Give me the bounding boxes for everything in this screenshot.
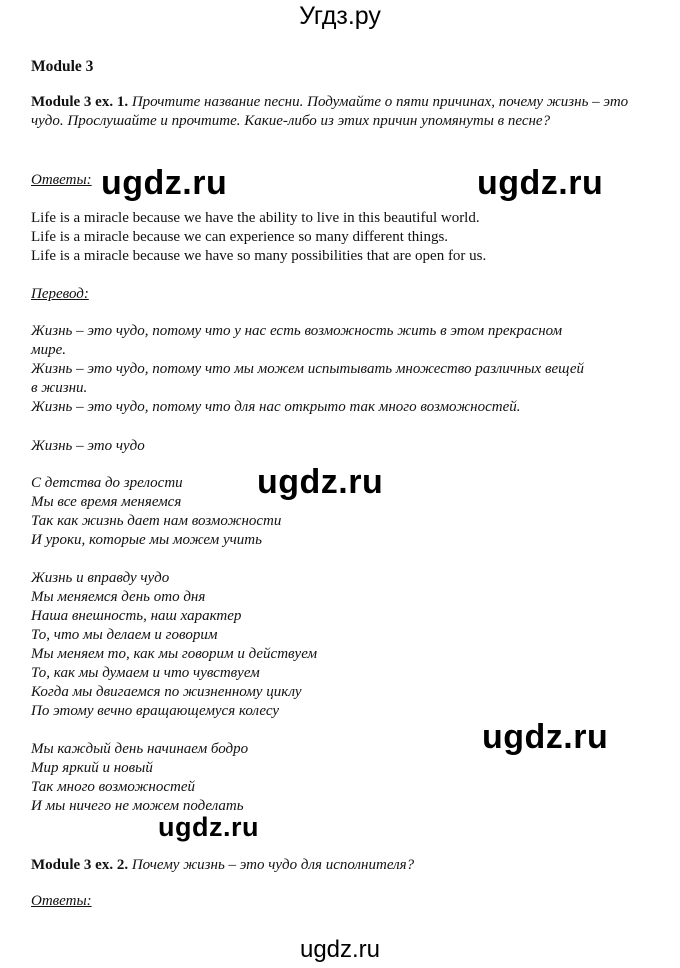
site-footer-text: ugdz.ru xyxy=(299,936,381,963)
song-line: Жизнь и вправду чудо xyxy=(31,570,170,586)
song-line: Когда мы двигаемся по жизненному циклу xyxy=(31,684,302,700)
translation-line: в жизни. xyxy=(31,380,88,396)
song-line: Мир яркий и новый xyxy=(31,760,153,776)
answer-line: Life is a miracle because we have the ability to live in this beautiful world. xyxy=(31,210,480,226)
answers-label: Ответы: xyxy=(31,172,92,188)
exercise-1-label: Module 3 ex. 1. xyxy=(31,94,129,110)
song-line: Мы меняем то, как мы говорим и действуем xyxy=(31,646,318,662)
exercise-1-instruction: Прочтите название песни. Подумайте о пяти причинах, почему жизнь – это чудо. Прослушайте и прочтите. Какие-либо из этих причин упомянуты в песне? xyxy=(31,94,629,129)
song-line: Наша внешность, наш характер xyxy=(31,608,242,624)
translation-line: Жизнь – это чудо, потому что у нас есть возможность жить в этом прекрасном xyxy=(31,323,563,339)
song-line: То, что мы делаем и говорим xyxy=(31,627,218,643)
answers-label-2: Ответы: xyxy=(31,893,92,909)
song-line: То, как мы думаем и что чувствуем xyxy=(31,665,260,681)
song-line: Мы каждый день начинаем бодро xyxy=(31,741,249,757)
exercise-2-instruction: Почему жизнь – это чудо для исполнителя? xyxy=(131,857,415,873)
translation-line: мире. xyxy=(31,342,66,358)
watermark: ugdz.ru xyxy=(158,812,259,842)
song-line: И мы ничего не можем поделать xyxy=(31,798,244,814)
song-line: И уроки, которые мы можем учить xyxy=(31,532,262,548)
watermark: ugdz.ru xyxy=(101,164,228,202)
translation-line: Жизнь – это чудо, потому что мы можем испытывать множество различных вещей xyxy=(31,361,584,377)
watermark: ugdz.ru xyxy=(477,164,604,202)
song-title: Жизнь – это чудо xyxy=(31,438,145,454)
site-header-title: Угдз.ру xyxy=(299,2,381,30)
song-line: Так как жизнь дает нам возможности xyxy=(31,513,282,529)
exercise-2-label: Module 3 ex. 2. xyxy=(31,857,129,873)
answer-line: Life is a miracle because we have so many possibilities that are open for us. xyxy=(31,248,487,264)
watermark: ugdz.ru xyxy=(257,463,384,501)
exercise-1-paragraph xyxy=(31,93,656,131)
module-heading: Module 3 xyxy=(31,58,94,75)
song-line: По этому вечно вращающемуся колесу xyxy=(31,703,280,719)
translation-label: Перевод: xyxy=(31,286,89,302)
watermark: ugdz.ru xyxy=(482,718,609,756)
song-line: Так много возможностей xyxy=(31,779,196,795)
translation-line: Жизнь – это чудо, потому что для нас открыто так много возможностей. xyxy=(31,399,521,415)
exercise-2-paragraph xyxy=(31,856,656,875)
song-line: С детства до зрелости xyxy=(31,475,183,491)
song-line: Мы все время меняемся xyxy=(31,494,182,510)
answer-line: Life is a miracle because we can experience so many different things. xyxy=(31,229,449,245)
song-line: Мы меняемся день ото дня xyxy=(31,589,206,605)
